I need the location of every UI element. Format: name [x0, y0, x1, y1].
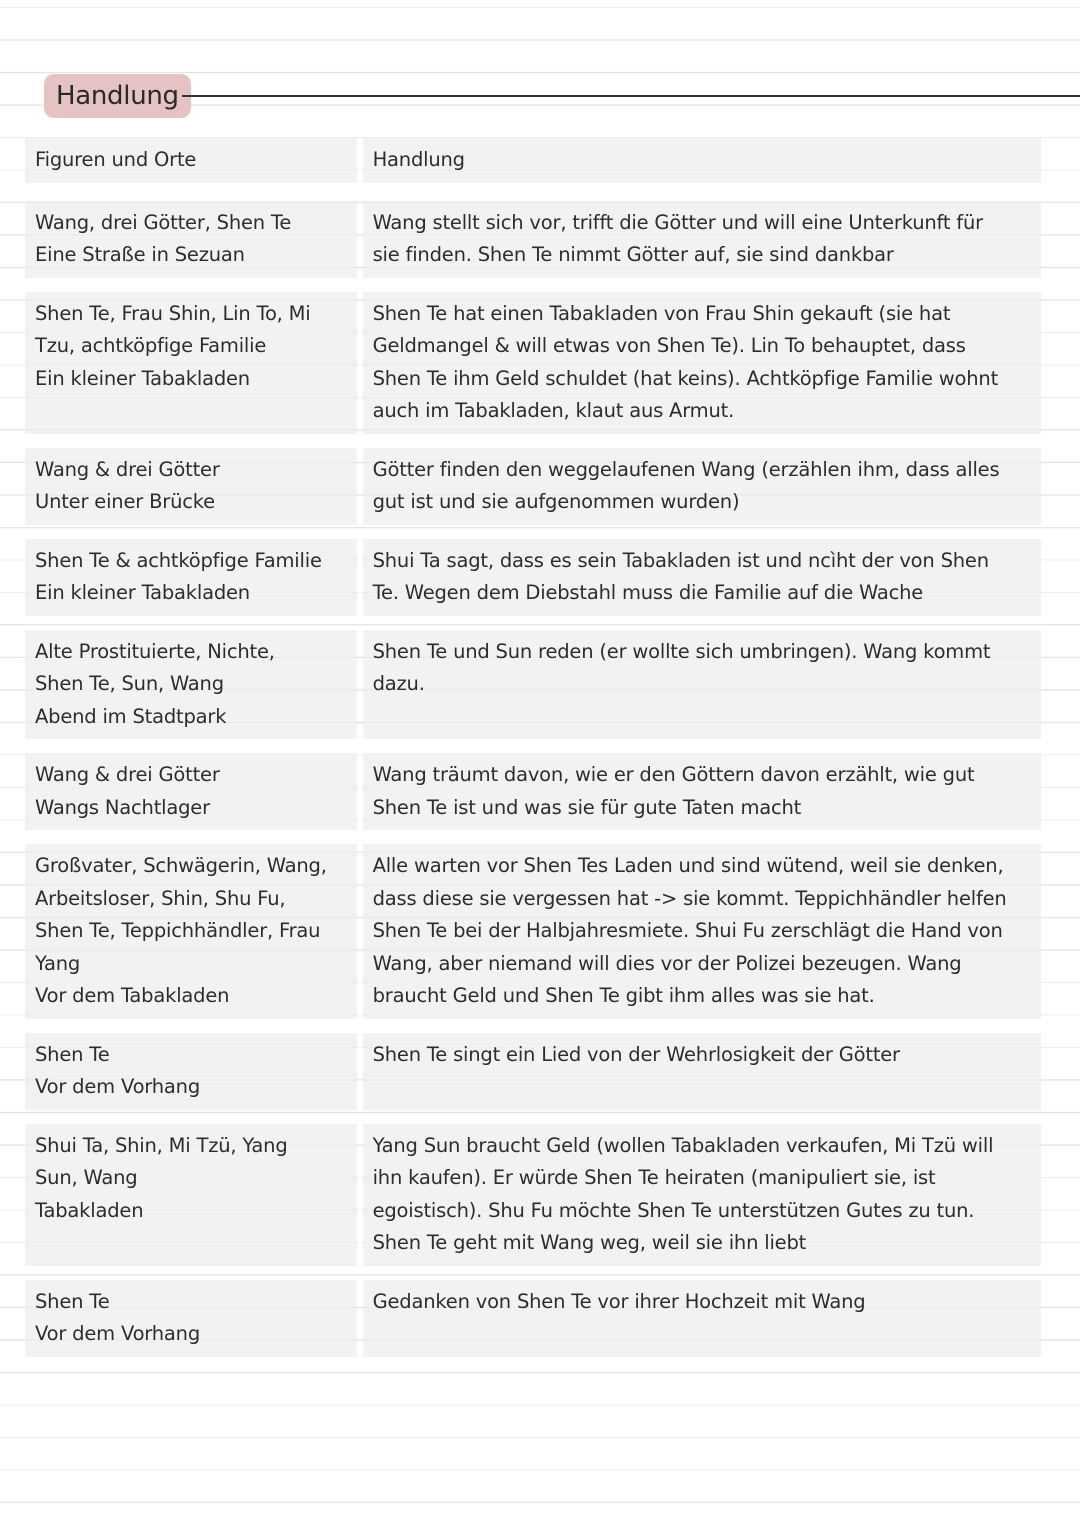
figures-places-cell — [25, 448, 357, 525]
cell-line: Großvater, Schwägerin, Wang, — [35, 854, 327, 877]
figures-places-cell — [25, 753, 357, 830]
plot-cell — [363, 448, 1041, 525]
table-row — [25, 1280, 1041, 1357]
plot-cell — [363, 753, 1041, 830]
plot-cell — [363, 844, 1041, 1019]
cell-line: Shen Te singt ein Lied von der Wehrlosigkeit der Götter — [372, 1042, 900, 1066]
cell-line: Te. Wegen dem Diebstahl muss die Familie auf die Wache — [372, 581, 924, 604]
column-header-plot: Handlung — [363, 138, 1041, 183]
cell-line: Ein kleiner Tabakladen — [35, 581, 250, 604]
figures-places-cell — [25, 539, 357, 616]
cell-line: Shen Te geht mit Wang weg, weil sie ihn liebt — [372, 1231, 807, 1254]
cell-line: Abend im Stadtpark — [35, 704, 227, 728]
cell-line: braucht Geld und Shen Te gibt ihm alles was sie hat. — [372, 984, 875, 1007]
figures-places-cell — [25, 201, 357, 278]
figures-places-cell — [25, 630, 357, 740]
plot-cell — [363, 1280, 1041, 1357]
cell-line: Tzu, achtköpfige Familie — [35, 334, 267, 357]
cell-line: Shen Te & achtköpfige Familie — [35, 548, 322, 572]
cell-line: Wang & drei Götter — [35, 457, 220, 481]
cell-line: dass diese sie vergessen hat -> sie kommt. Teppichhändler helfen — [372, 886, 1007, 910]
plot-cell — [363, 1033, 1041, 1110]
cell-line: Shen Te hat einen Tabakladen von Frau Shin gekauft (sie hat — [372, 301, 951, 325]
figures-places-cell — [25, 292, 357, 434]
plot-cell — [363, 1124, 1041, 1266]
cell-line: Wang träumt davon, wie er den Göttern davon erzählt, wie gut — [372, 763, 975, 786]
cell-line: Wangs Nachtlager — [35, 795, 210, 819]
table-header-row — [25, 138, 1041, 183]
cell-line: Shui Ta sagt, dass es sein Tabakladen ist und ncìht der von Shen — [372, 548, 989, 572]
cell-line: Shen Te bei der Halbjahresmiete. Shui Fu zerschlägt die Hand von — [372, 919, 1003, 942]
table-row — [25, 292, 1041, 434]
plot-cell — [363, 292, 1041, 434]
figures-places-cell — [25, 1033, 357, 1110]
cell-line: Shen Te ist und was sie für gute Taten macht — [372, 795, 802, 819]
cell-line: Ein kleiner Tabakladen — [35, 366, 250, 390]
cell-line: Vor dem Vorhang — [35, 1075, 201, 1098]
cell-line: Alle warten vor Shen Tes Laden und sind wütend, weil sie denken, — [372, 854, 1004, 877]
cell-line: Yang — [35, 951, 81, 975]
table-row — [25, 630, 1041, 740]
cell-line: Yang Sun braucht Geld (wollen Tabakladen verkaufen, Mi Tzü will — [372, 1133, 994, 1157]
cell-line: Vor dem Tabakladen — [35, 984, 230, 1007]
cell-line: Shen Te ihm Geld schuldet (hat keins). Achtköpfige Familie wohnt — [372, 366, 999, 390]
cell-line: ihn kaufen). Er würde Shen Te heiraten (manipuliert sie, ist — [372, 1166, 936, 1189]
cell-line: Eine Straße in Sezuan — [35, 243, 245, 266]
figures-places-cell — [25, 1124, 357, 1266]
cell-line: Gedanken von Shen Te vor ihrer Hochzeit mit Wang — [372, 1289, 866, 1313]
cell-line: Wang, drei Götter, Shen Te — [35, 210, 292, 234]
table-row — [25, 539, 1041, 616]
heading-rule — [182, 95, 1080, 97]
cell-line — [373, 1318, 1031, 1351]
cell-line: Alte Prostituierte, Nichte, — [35, 639, 275, 663]
cell-line: Vor dem Vorhang — [35, 1322, 201, 1345]
cell-line: Wang, aber niemand will dies vor der Polizei bezeugen. Wang — [372, 951, 962, 975]
cell-line: sie finden. Shen Te nimmt Götter auf, sie sind dankbar — [372, 243, 894, 266]
cell-line: dazu. — [372, 672, 425, 695]
cell-line: Wang & drei Götter — [35, 763, 220, 786]
table-row — [25, 448, 1041, 525]
cell-line: Shen Te — [35, 1289, 110, 1313]
table-row — [25, 844, 1041, 1019]
cell-line: Shen Te, Frau Shin, Lin To, Mi — [35, 301, 311, 325]
plot-table — [25, 138, 1041, 1371]
cell-line — [35, 395, 347, 428]
cell-line: Tabakladen — [35, 1198, 144, 1222]
figures-places-cell — [25, 1280, 357, 1357]
column-header-figures-places: Figuren und Orte — [25, 138, 357, 183]
cell-line — [373, 1071, 1031, 1104]
cell-line: Shui Ta, Shin, Mi Tzü, Yang — [35, 1133, 288, 1157]
cell-line: gut ist und sie aufgenommen wurden) — [372, 490, 740, 513]
cell-line: Geldmangel & will etwas von Shen Te). Lin To behauptet, dass — [372, 334, 966, 357]
table-row — [25, 201, 1041, 278]
figures-places-cell — [25, 844, 357, 1019]
cell-line — [35, 1227, 347, 1260]
cell-line: Götter finden den weggelaufenen Wang (erzählen ihm, dass alles — [372, 457, 1000, 481]
plot-cell — [363, 201, 1041, 278]
cell-line: Unter einer Brücke — [35, 490, 215, 513]
cell-line — [373, 701, 1031, 734]
cell-line: Shen Te — [35, 1042, 110, 1066]
cell-line: Arbeitsloser, Shin, Shu Fu, — [35, 886, 286, 910]
cell-line: Sun, Wang — [35, 1166, 138, 1189]
cell-line: egoistisch). Shu Fu möchte Shen Te unterstützen Gutes zu tun. — [372, 1198, 975, 1222]
cell-line: Shen Te und Sun reden (er wollte sich umbringen). Wang kommt — [372, 639, 991, 663]
cell-line: Shen Te, Sun, Wang — [35, 672, 224, 695]
table-row — [25, 1033, 1041, 1110]
section-header — [44, 74, 1080, 120]
table-row — [25, 753, 1041, 830]
cell-line: Wang stellt sich vor, trifft die Götter und will eine Unterkunft für — [372, 210, 983, 234]
cell-line: Shen Te, Teppichhändler, Frau — [35, 919, 321, 942]
section-heading: Handlung — [44, 74, 191, 118]
plot-cell — [363, 630, 1041, 740]
cell-line: auch im Tabakladen, klaut aus Armut. — [372, 399, 735, 422]
table-row — [25, 1124, 1041, 1266]
plot-cell — [363, 539, 1041, 616]
